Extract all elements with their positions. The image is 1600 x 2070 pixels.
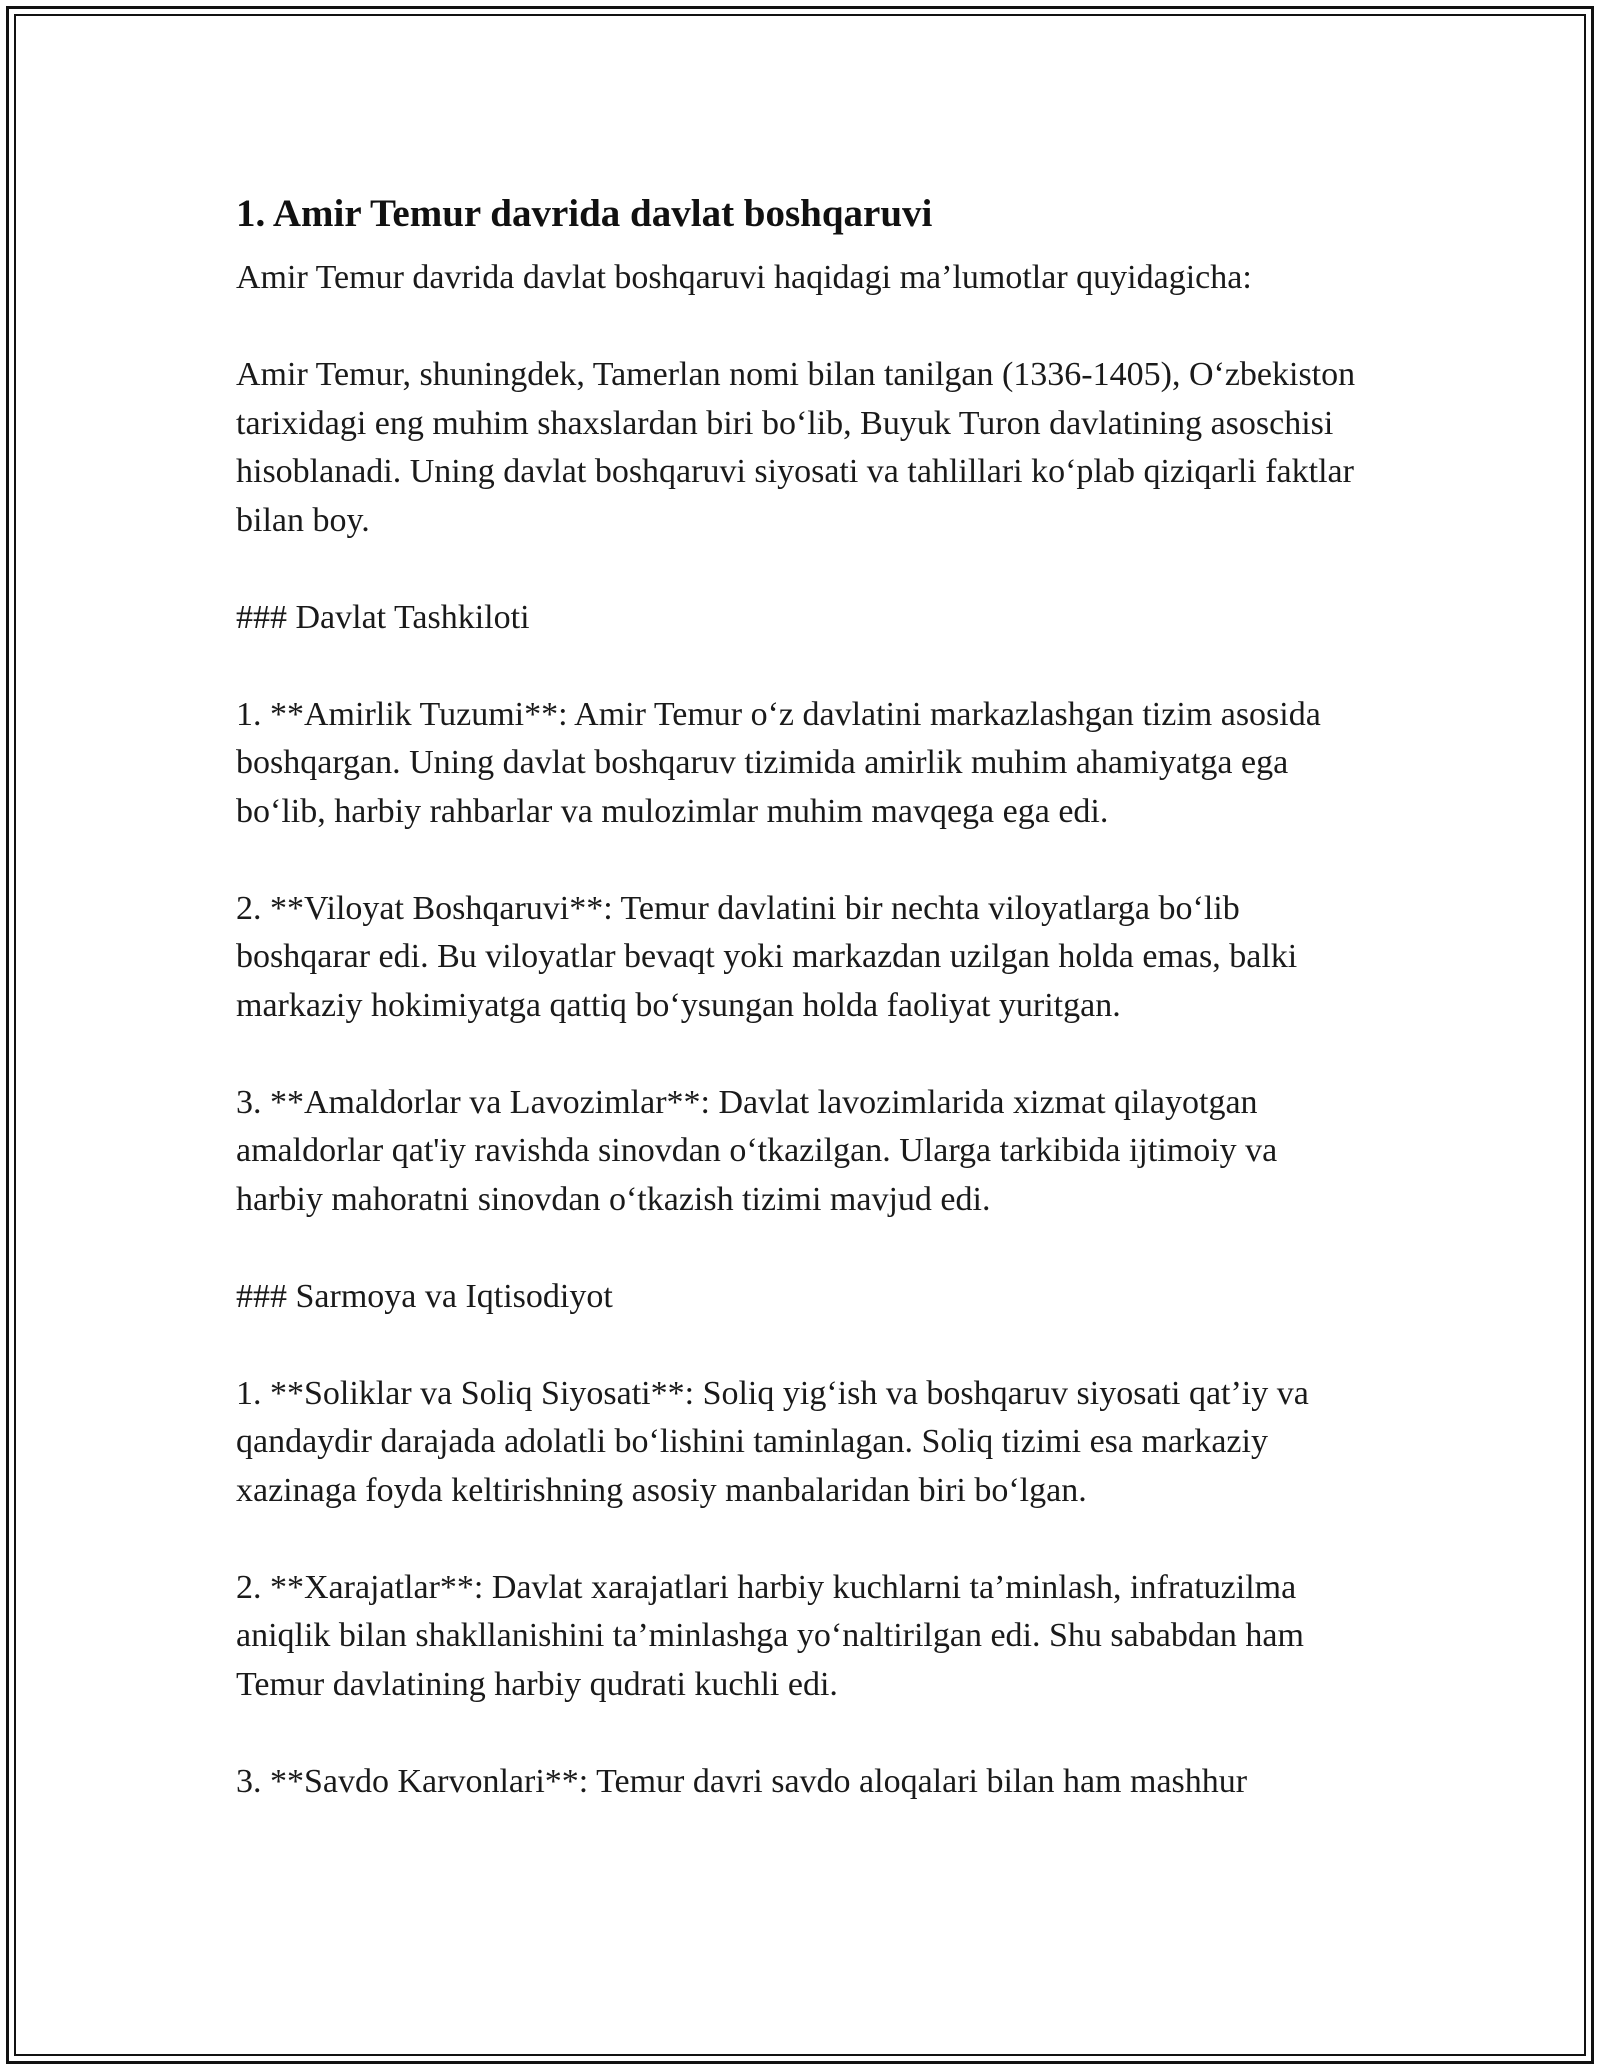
list-item-savdo-karvonlari: 3. **Savdo Karvonlari**: Temur davri savdo aloqalari bilan ham mashhur xyxy=(236,1762,1248,1800)
document-body xyxy=(236,186,1366,1806)
overview-paragraph: Amir Temur, shuningdek, Tamerlan nomi bilan tanilgan (1336-1405), O‘zbekiston tarixidagi eng muhim shaxslardan biri bo‘lib, Buyuk Turon davlatining asoschisi hisoblanadi. Uning davlat boshqaruvi siyosati va tahlillari ko‘plab qiziqarli faktlar bilan boy. xyxy=(236,356,1356,539)
list-item-viloyat-boshqaruvi: 2. **Viloyat Boshqaruvi**: Temur davlatini bir nechta viloyatlarga bo‘lib boshqarar edi. Bu viloyatlar bevaqt yoki markazdan uzilgan holda emas, balki markaziy hokimiyatga qattiq bo‘ysungan holda faoliyat yuritgan. xyxy=(236,889,1298,1024)
section-heading-sarmoya: ### Sarmoya va Iqtisodiyot xyxy=(236,1277,613,1315)
document-title: 1. Amir Temur davrida davlat boshqaruvi xyxy=(236,192,933,235)
list-item-soliklar: 1. **Soliklar va Soliq Siyosati**: Soliq yig‘ish va boshqaruv siyosati qat’iy va qandaydir darajada adolatli bo‘lishini taminlagan. Soliq tizimi esa markaziy xazinaga foyda keltirishning asosiy manbalaridan biri bo‘lgan. xyxy=(236,1374,1309,1509)
section-heading-davlat-tashkiloti: ### Davlat Tashkiloti xyxy=(236,598,530,636)
list-item-xarajatlar: 2. **Xarajatlar**: Davlat xarajatlari harbiy kuchlarni ta’minlash, infratuzilma aniqlik bilan shakllanishini ta’minlashga yo‘naltirilgan edi. Shu sababdan ham Temur davlatining harbiy qudrati kuchli edi. xyxy=(236,1568,1304,1703)
intro-paragraph: Amir Temur davrida davlat boshqaruvi haqidagi ma’lumotlar quyidagicha: xyxy=(236,259,1252,296)
list-item-amirlik-tuzumi: 1. **Amirlik Tuzumi**: Amir Temur o‘z davlatini markazlashgan tizim asosida boshqargan. Uning davlat boshqaruv tizimida amirlik muhim ahamiyatga ega bo‘lib, harbiy rahbarlar va mulozimlar muhim mavqega ega edi. xyxy=(236,695,1321,830)
list-item-amaldorlar: 3. **Amaldorlar va Lavozimlar**: Davlat lavozimlarida xizmat qilayotgan amaldorlar qat'iy ravishda sinovdan o‘tkazilgan. Ularga tarkibida ijtimoiy va harbiy mahoratni sinovdan o‘tkazish tizimi mavjud edi. xyxy=(236,1083,1278,1218)
